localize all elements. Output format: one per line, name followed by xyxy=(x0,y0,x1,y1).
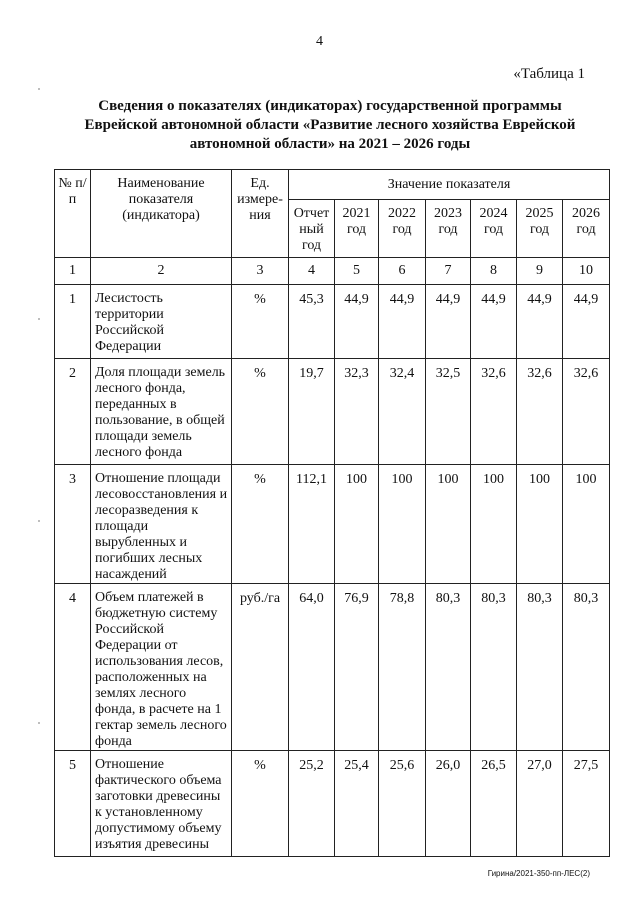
page-number: 4 xyxy=(316,34,323,49)
scan-speck xyxy=(38,88,40,90)
value-cell: 100 xyxy=(517,465,563,584)
title-line: автономной области» на 2021 – 2026 годы xyxy=(189,136,471,152)
value-cell: 19,7 xyxy=(289,359,335,465)
value-cell: 80,3 xyxy=(471,584,517,751)
column-number: 5 xyxy=(335,258,379,285)
table-row xyxy=(55,584,610,751)
document-title xyxy=(80,97,580,154)
title-line: Сведения о показателях (индикаторах) государственной программы xyxy=(98,98,562,114)
column-number: 2 xyxy=(91,258,232,285)
value-cell: 78,8 xyxy=(379,584,426,751)
column-number: 9 xyxy=(517,258,563,285)
value-cell: 32,6 xyxy=(563,359,610,465)
value-cell: 26,5 xyxy=(471,751,517,857)
table-row xyxy=(55,285,610,359)
value-cell: 27,5 xyxy=(563,751,610,857)
row-num: 3 xyxy=(55,465,91,584)
value-cell: 32,6 xyxy=(517,359,563,465)
header-unit: Ед. измере-ния xyxy=(232,170,289,258)
row-num: 2 xyxy=(55,359,91,465)
footer-code: Гирина/2021-350-пп-ЛЕС(2) xyxy=(487,869,590,878)
indicator-name: Лесистость территории Российской Федерации xyxy=(91,285,232,359)
table-row xyxy=(55,359,610,465)
value-cell: 80,3 xyxy=(517,584,563,751)
unit-cell: руб./га xyxy=(232,584,289,751)
column-number: 1 xyxy=(55,258,91,285)
value-cell: 80,3 xyxy=(563,584,610,751)
value-cell: 100 xyxy=(426,465,471,584)
unit-cell: % xyxy=(232,359,289,465)
title-line: Еврейской автономной области «Развитие лесного хозяйства Еврейской xyxy=(84,117,576,133)
header-name: Наименование показателя (индикатора) xyxy=(91,170,232,258)
value-cell: 32,4 xyxy=(379,359,426,465)
scan-speck xyxy=(38,318,40,320)
header-year: 2023 год xyxy=(426,200,471,258)
row-num: 1 xyxy=(55,285,91,359)
value-cell: 32,6 xyxy=(471,359,517,465)
value-cell: 44,9 xyxy=(471,285,517,359)
value-cell: 27,0 xyxy=(517,751,563,857)
indicators-table xyxy=(54,169,610,857)
table-label: «Таблица 1 xyxy=(513,66,585,82)
value-cell: 80,3 xyxy=(426,584,471,751)
row-num: 5 xyxy=(55,751,91,857)
header-year: 2025 год xyxy=(517,200,563,258)
table-row xyxy=(55,751,610,857)
header-year: 2024 год xyxy=(471,200,517,258)
value-cell: 64,0 xyxy=(289,584,335,751)
column-number: 3 xyxy=(232,258,289,285)
unit-cell: % xyxy=(232,751,289,857)
value-cell: 32,5 xyxy=(426,359,471,465)
header-value-group: Значение показателя xyxy=(289,170,610,200)
value-cell: 44,9 xyxy=(426,285,471,359)
indicator-name: Объем платежей в бюджетную систему Российской Федерации от использования лесов, расположенных на землях лесного фонда, в расчете на 1 гектар земель лесного фонда xyxy=(91,584,232,751)
value-cell: 76,9 xyxy=(335,584,379,751)
value-cell: 25,6 xyxy=(379,751,426,857)
value-cell: 44,9 xyxy=(563,285,610,359)
value-cell: 100 xyxy=(471,465,517,584)
header-year: Отчет ный год xyxy=(289,200,335,258)
indicator-name: Доля площади земель лесного фонда, переданных в пользование, в общей площади земель лесного фонда xyxy=(91,359,232,465)
scan-speck xyxy=(38,722,40,724)
column-number: 4 xyxy=(289,258,335,285)
value-cell: 25,2 xyxy=(289,751,335,857)
value-cell: 32,3 xyxy=(335,359,379,465)
value-cell: 44,9 xyxy=(517,285,563,359)
indicator-name: Отношение фактического объема заготовки древесины к установленному допустимому объему изъятия древесины xyxy=(91,751,232,857)
unit-cell: % xyxy=(232,285,289,359)
scan-speck xyxy=(38,520,40,522)
header-year: 2021 год xyxy=(335,200,379,258)
table-row xyxy=(55,465,610,584)
value-cell: 26,0 xyxy=(426,751,471,857)
column-number: 7 xyxy=(426,258,471,285)
header-year: 2026 год xyxy=(563,200,610,258)
value-cell: 112,1 xyxy=(289,465,335,584)
value-cell: 44,9 xyxy=(335,285,379,359)
column-number: 6 xyxy=(379,258,426,285)
unit-cell: % xyxy=(232,465,289,584)
row-num: 4 xyxy=(55,584,91,751)
value-cell: 44,9 xyxy=(379,285,426,359)
value-cell: 25,4 xyxy=(335,751,379,857)
value-cell: 100 xyxy=(335,465,379,584)
value-cell: 100 xyxy=(563,465,610,584)
header-num: № п/п xyxy=(55,170,91,258)
value-cell: 45,3 xyxy=(289,285,335,359)
column-number: 8 xyxy=(471,258,517,285)
column-number: 10 xyxy=(563,258,610,285)
value-cell: 100 xyxy=(379,465,426,584)
indicator-name: Отношение площади лесовосстановления и лесоразведения к площади вырубленных и погибших лесных насаждений xyxy=(91,465,232,584)
header-year: 2022 год xyxy=(379,200,426,258)
